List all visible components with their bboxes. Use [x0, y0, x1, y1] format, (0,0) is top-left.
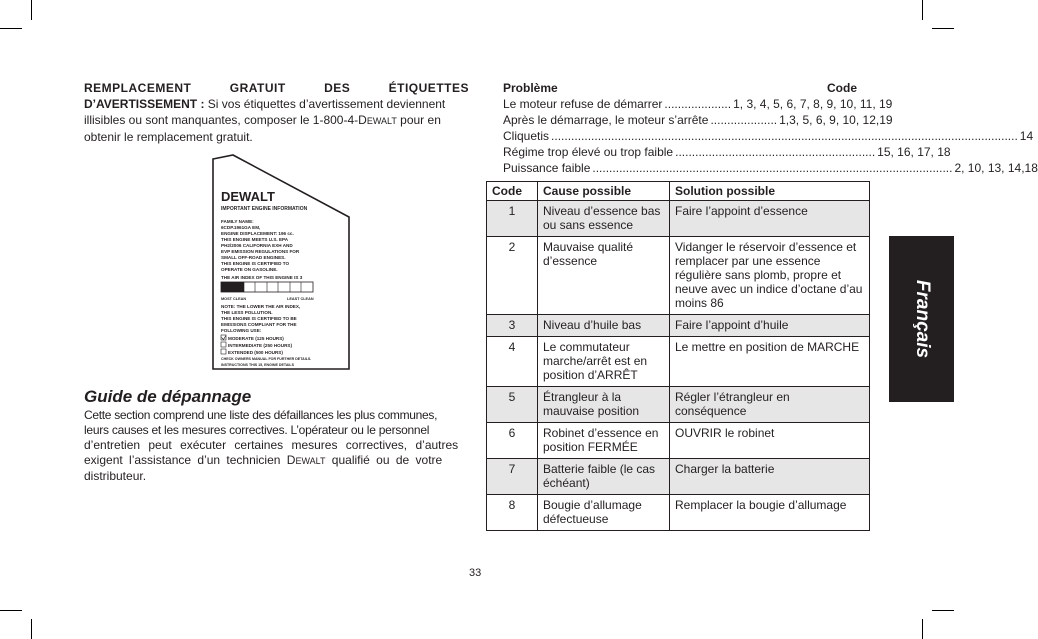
- brand-smallcaps: EWALT: [366, 116, 397, 126]
- label-line: NOTE: THE LOWER THE AIR INDEX,: [221, 304, 301, 309]
- guide-line-text: d’entretien peut exécuter certaines mesures correctives, d’autres: [84, 438, 459, 452]
- problem-codes: 14: [1019, 129, 1034, 143]
- language-tab: [889, 236, 954, 402]
- row-cause: Étrangleur à la mauvaise position: [538, 387, 670, 423]
- column-header-solution: Solution possible: [670, 182, 870, 201]
- row-code: 7: [487, 459, 538, 495]
- warning-title-word: REMPLACEMENT: [84, 81, 192, 95]
- problem-codes: 15, 16, 17, 18: [877, 145, 951, 159]
- guide-line-text: qualifié ou de votre: [325, 453, 443, 467]
- leader-dots: ............................................................................................................: [592, 161, 953, 175]
- row-solution: Remplacer la bougie d’allumage: [670, 495, 870, 531]
- crop-mark: [922, 0, 923, 20]
- problem-row: [503, 128, 1034, 144]
- label-line: OPERATE ON GASOLINE.: [221, 267, 278, 272]
- problem-row: [503, 96, 893, 112]
- row-cause: Mauvaise qualité d’essence: [538, 237, 670, 315]
- table-header-row: [487, 182, 870, 201]
- label-footer: INSTRUCTIONS THIS 15, ENGINE DETAILS: [221, 363, 295, 367]
- troubleshooting-table: [486, 181, 870, 531]
- label-brand: DEWALT: [221, 189, 275, 204]
- warning-section: [84, 80, 469, 145]
- row-cause: Bougie d’allumage défectueuse: [538, 495, 670, 531]
- row-code: 4: [487, 337, 538, 387]
- row-code: 6: [487, 423, 538, 459]
- page-number: 33: [469, 567, 482, 579]
- guide-line: [84, 453, 469, 469]
- section-heading: Guide de dépannage: [84, 387, 252, 406]
- warning-title-word: DES: [324, 81, 351, 95]
- row-solution: OUVRIR le robinet: [670, 423, 870, 459]
- label-option: INTERMEDIATE (250 HOURS): [228, 343, 292, 348]
- crop-mark: [31, 619, 32, 639]
- row-code: 2: [487, 237, 538, 315]
- table-row: [487, 315, 870, 337]
- table-row: [487, 237, 870, 315]
- language-tab-label: Français: [911, 279, 933, 359]
- row-solution: Vidanger le réservoir d’essence et remplacer par une essence régulière sans plomb, propre et neuve avec un indice d’octane d’au moins 86: [670, 237, 870, 315]
- label-footer: CHECK OWNERS MANUAL FOR FURTHER DETAILS.: [221, 357, 312, 361]
- row-solution: Régler l’étrangleur en conséquence: [670, 387, 870, 423]
- code-header: Code: [827, 81, 857, 95]
- problem-code-list: [503, 80, 1038, 176]
- guide-line: distributeur.: [84, 469, 147, 483]
- label-line: EVP EMISSION REGULATIONS FOR: [221, 249, 300, 254]
- table-row: [487, 423, 870, 459]
- problem-codes: 2, 10, 13, 14,18: [954, 161, 1038, 175]
- engine-label-illustration: [205, 155, 350, 373]
- warning-title-word: GRATUIT: [229, 81, 286, 95]
- warning-text: [84, 96, 469, 145]
- label-line: SMALL OFF-ROAD ENGINES.: [221, 255, 286, 260]
- row-cause: Le commutateur marche/arrêt est en position d’ARRÊT: [538, 337, 670, 387]
- label-line: THIS ENGINE IS CERTIFIED TO: [221, 261, 290, 266]
- crop-mark: [932, 28, 954, 29]
- crop-mark: [31, 0, 32, 20]
- row-solution: Charger la batterie: [670, 459, 870, 495]
- row-cause: Robinet d’essence en position FERMÉE: [538, 423, 670, 459]
- warning-title-end: D’AVERTISSEMENT :: [84, 97, 205, 111]
- label-line: FAMILY NAME:: [221, 219, 254, 224]
- table-row: [487, 337, 870, 387]
- label-line: FOLLOWING USE:: [221, 328, 262, 333]
- row-code: 1: [487, 201, 538, 237]
- problem-header: Problème: [503, 81, 558, 95]
- problem-text: Régime trop élevé ou trop faible: [503, 145, 674, 159]
- guide-line: Cette section comprend une liste des défaillances les plus communes,: [84, 408, 438, 422]
- guide-line: leurs causes et les mesures correctives. L’opérateur ou le personnel: [84, 423, 430, 437]
- problem-codes: 1, 3, 4, 5, 6, 7, 8, 9, 10, 11, 19: [733, 97, 893, 111]
- guide-line: [84, 438, 469, 453]
- crop-mark: [0, 610, 22, 611]
- row-cause: Niveau d’huile bas: [538, 315, 670, 337]
- row-cause: Niveau d’essence bas ou sans essence: [538, 201, 670, 237]
- label-line: THIS ENGINE MEETS U.S. EPA: [221, 237, 289, 242]
- problem-text: Puissance faible: [503, 161, 591, 175]
- label-title: IMPORTANT ENGINE INFORMATION: [221, 206, 308, 212]
- leader-dots: ....................: [664, 97, 732, 111]
- problem-codes: 1,3, 5, 6, 9, 10, 12,19: [779, 113, 893, 127]
- row-solution: Le mettre en position de MARCHE: [670, 337, 870, 387]
- warning-text-line: obtenir le remplacement gratuit.: [84, 130, 253, 144]
- crop-mark: [0, 28, 22, 29]
- label-option: MODERATE (125 HOURS): [228, 336, 284, 341]
- problem-row: [503, 112, 893, 128]
- table-row: [487, 387, 870, 423]
- problem-text: Après le démarrage, le moteur s’arrête: [503, 113, 709, 127]
- row-solution: Faire l’appoint d’essence: [670, 201, 870, 237]
- problem-text: Le moteur refuse de démarrer: [503, 97, 663, 111]
- label-line: THE AIR INDEX OF THIS ENGINE IS 3: [221, 275, 303, 280]
- label-line: ENGINE DISPLACEMENT: 196 cc.: [221, 231, 294, 236]
- leader-dots: ............................................................: [675, 145, 876, 159]
- warning-text-line: pour en: [396, 113, 441, 127]
- column-header-cause: Cause possible: [538, 182, 670, 201]
- leader-dots: ............................................................................................................................................: [551, 129, 1018, 143]
- guide-line-text: exigent l’assistance d’un technicien D: [84, 453, 296, 467]
- warning-title: [84, 80, 469, 96]
- column-header-code: Code: [487, 182, 538, 201]
- brand-smallcaps: EWALT: [295, 456, 326, 466]
- label-line: EMISSIONS COMPLIANT FOR THE: [221, 322, 297, 327]
- label-line: 6CDP.1961GA EM,: [221, 225, 261, 230]
- crop-mark: [922, 619, 923, 639]
- engine-label-drawing: [205, 155, 350, 373]
- crop-mark: [932, 610, 954, 611]
- label-line: PH2/2006 CALIFORNIA EXH AND: [221, 243, 293, 248]
- table-row: [487, 201, 870, 237]
- problem-row: [503, 144, 951, 160]
- label-line: THE LESS POLLUTION.: [221, 310, 273, 315]
- row-code: 5: [487, 387, 538, 423]
- label-line: THIS ENGINE IS CERTIFIED TO BE: [221, 316, 297, 321]
- label-scale-right: LEAST CLEAN: [287, 297, 314, 301]
- label-option: EXTENDED (500 HOURS): [228, 350, 283, 355]
- problem-list-header: [503, 80, 857, 96]
- row-code: 3: [487, 315, 538, 337]
- row-cause: Batterie faible (le cas échéant): [538, 459, 670, 495]
- problem-text: Cliquetis: [503, 129, 550, 143]
- guide-intro-paragraph: [84, 408, 469, 484]
- label-scale-left: MOST CLEAN: [221, 297, 247, 301]
- warning-title-word: ÉTIQUETTES: [388, 81, 469, 95]
- row-code: 8: [487, 495, 538, 531]
- leader-dots: ....................: [710, 113, 778, 127]
- warning-text-line: illisibles ou sont manquantes, composer le 1-800-4-D: [84, 113, 367, 127]
- warning-text-line: Si vos étiquettes d’avertissement deviennent: [207, 97, 446, 111]
- table-row: [487, 495, 870, 531]
- row-solution: Faire l’appoint d’huile: [670, 315, 870, 337]
- table-row: [487, 459, 870, 495]
- problem-row: [503, 160, 1038, 176]
